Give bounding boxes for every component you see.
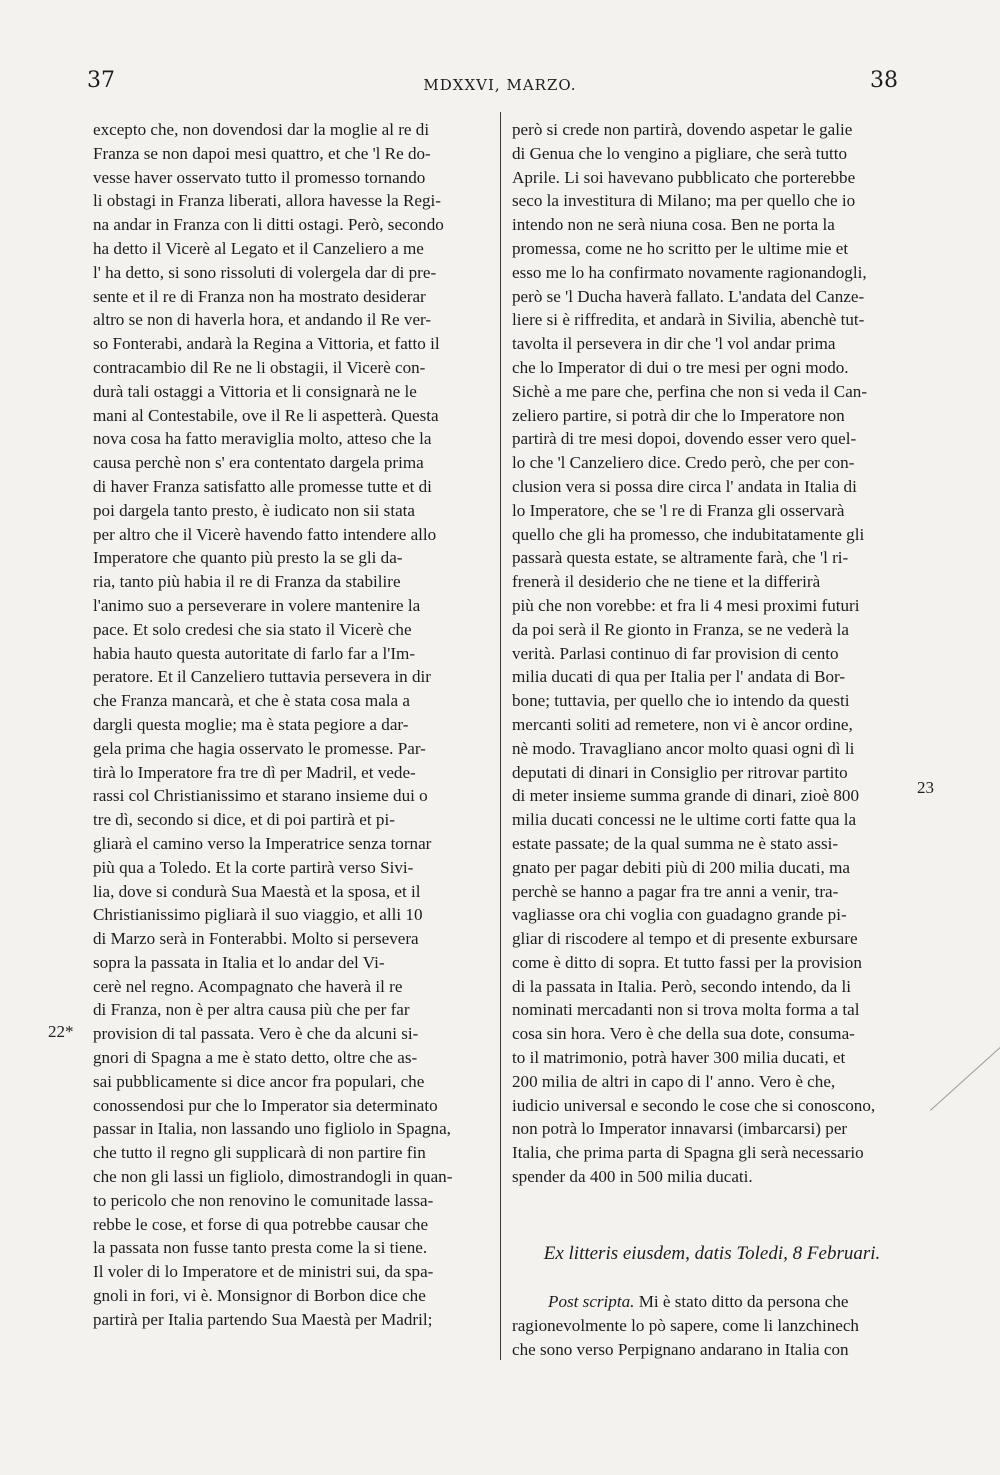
text-line: però si crede non partirà, dovendo aspetar le galie [512, 120, 853, 139]
text-line: 200 milia de altri in capo di l' anno. Vero è che, [512, 1071, 836, 1091]
text-line: mercanti soliti ad remetere, non vi è ancor ordine, [512, 714, 853, 734]
text-line: liere si è riffredita, et andarà in Sivilia, abenchè tut- [512, 310, 865, 330]
text-line: più che non vorebbe: et fra li 4 mesi proximi futuri [512, 595, 860, 615]
text-line: Il voler di lo Imperatore et de ministri sui, da spa- [93, 1262, 434, 1282]
text-line: sopra la passata in Italia et lo andar del Vi- [93, 952, 385, 972]
text-line: na andar in Franza con li ditti ostagi. Però, secondo [93, 215, 444, 235]
text-line: ha detto il Vicerè al Legato et il Canzeliero a me [93, 238, 424, 258]
text-line: durà tali ostaggi a Vittoria et li consignarà ne le [93, 381, 417, 401]
text-line: l' ha detto, si sono rissoluti di volergela dar di pre- [93, 262, 437, 282]
text-line: contracambio dil Re ne li obstagii, il Vicerè con- [93, 357, 426, 377]
text-line: di meter insieme summa grande di dinari, zioè 800 [512, 786, 859, 806]
text-line: zeliero partire, si potrà dir che lo Imperatore non [512, 405, 845, 425]
text-line: lo che 'l Canzeliero dice. Credo però, che per con- [512, 453, 855, 473]
paper-fold-mark [930, 1030, 1000, 1111]
text-line: passarà questa estate, se altramente farà, che 'l ri- [512, 548, 849, 568]
text-line: perchè se hanno a pagar fra tre anni a venir, tra- [512, 881, 839, 901]
text-line: verità. Parlasi continuo di far provision di cento [512, 643, 839, 663]
post-script-line: ragionevolmente lo pò sapere, come li lanzchinech [512, 1315, 859, 1335]
text-line: gnoli in fori, vi è. Monsignor di Borbon dice che [93, 1286, 426, 1306]
text-line: rebbe le cose, et forse di qua potrebbe causar che [93, 1214, 429, 1234]
text-line: passar in Italia, non lassando uno figliolo in Spagna, [93, 1119, 451, 1139]
text-line: cosa sin hora. Vero è che della sua dote, consuma- [512, 1024, 855, 1044]
text-line: di haver Franza satisfatto alle promesse tutte et di [93, 476, 432, 496]
text-line: li obstagi in Franza liberati, allora havesse la Regi- [93, 191, 441, 211]
post-script-first-line-text: Mi è stato ditto da persona che [634, 1292, 849, 1311]
text-line: quello che gli ha promesso, che indubitatamente gli [512, 524, 865, 544]
post-script-first-line [512, 1290, 912, 1314]
text-line: dargli questa moglie; ma è stata pegiore a dar- [93, 714, 409, 734]
text-line: partirà per Italia partendo Sua Maestà per Madril; [93, 1309, 433, 1329]
text-line: Imperatore che quanto più presto la se gli da- [93, 548, 403, 568]
post-script-label: Post scripta. [548, 1292, 635, 1311]
post-script-block [512, 1290, 912, 1361]
text-line: poi dargela tanto presto, è iudicato non sii stata [93, 500, 416, 520]
left-page-number: 37 [87, 68, 115, 93]
text-line: mani al Contestabile, ove il Re li aspetterà. Questa [93, 405, 439, 425]
text-line: di Marzo serà in Fonterabbi. Molto si persevera [93, 929, 419, 949]
text-line: di Genua che lo vengino a pigliare, che serà tutto [512, 143, 848, 163]
text-line: cerè nel regno. Acompagnato che haverà il re [93, 976, 403, 996]
text-line: lia, dove si condurà Sua Maestà et la sposa, et il [93, 881, 421, 901]
text-line: lo Imperatore, che se 'l re di Franza gli osservarà [512, 500, 845, 520]
text-line: clusion vera si possa dire circa l' andata in Italia di [512, 476, 857, 496]
text-line: per altro che il Vicerè havendo fatto intendere allo [93, 524, 437, 544]
text-line: excepto che, non dovendosi dar la moglie al re di [93, 120, 430, 139]
text-line: habia hauto questa autoritate di farlo far a l'Im- [93, 643, 416, 663]
text-line: di la passata in Italia. Però, secondo intendo, da li [512, 976, 851, 996]
text-line: rassi col Christianissimo et starano insieme dui o [93, 786, 428, 806]
text-line: gela prima che hagia osservato le promesse. Par- [93, 738, 426, 758]
text-line: ria, tanto più habia il re di Franza da stabilire [93, 572, 401, 592]
text-line: provision di tal passata. Vero è che da alcuni si- [93, 1024, 419, 1044]
text-line: tavolta il persevera in dir che 'l vol andar prima [512, 334, 836, 354]
text-line: non potrà lo Imperator innavarsi (imbarcarsi) per [512, 1119, 848, 1139]
text-line: milia ducati concessi ne le ultime corti fatte qua la [512, 810, 857, 830]
text-line: iudicio universal e secondo le cose che si conoscono, [512, 1095, 876, 1115]
text-line: tirà lo Imperatore fra tre dì per Madril, et vede- [93, 762, 416, 782]
text-line: che non gli lassi un figliolo, dimostrandogli in quan- [93, 1167, 453, 1187]
text-line: la passata non fusse tanto presta come la si tiene. [93, 1238, 428, 1258]
text-line: come è ditto di sopra. Et tutto fassi per la provision [512, 952, 862, 972]
text-line: to pericolo che non renovino le comunitade lassa- [93, 1190, 434, 1210]
text-line: causa perchè non s' era contentato dargela prima [93, 453, 424, 473]
column-divider [500, 112, 501, 1360]
text-line: di Franza, non è per altra causa più che per far [93, 1000, 410, 1020]
text-line: gnato per pagar debiti più di 200 milia ducati, ma [512, 857, 850, 877]
text-line: bone; tuttavia, per quello che io intendo da questi [512, 691, 850, 711]
text-line: gnori di Spagna a me è stato detto, oltre che as- [93, 1048, 418, 1068]
text-line: milia ducati di qua per Italia per l' andata di Bor- [512, 667, 846, 687]
text-line: Christianissimo pigliarà il suo viaggio, et alli 10 [93, 905, 423, 925]
text-line: promessa, come ne ho scritto per le ultime mie et [512, 238, 849, 258]
right-page-number: 38 [870, 68, 898, 93]
text-line: più qua a Toledo. Et la corte partirà verso Sivi- [93, 857, 414, 877]
text-line: nova cosa ha fatto meraviglia molto, atteso che la [93, 429, 432, 449]
letter-heading: Ex litteris eiusdem, datis Toledi, 8 Februari. [543, 1243, 881, 1264]
text-line: altro se non di haverla hora, et andando il Re ver- [93, 310, 432, 330]
text-line: che tutto il regno gli supplicarà di non partire fin [93, 1143, 426, 1163]
text-line: che lo Imperator di dui o tre mesi per ogni modo. [512, 357, 849, 377]
text-line: sente et il re di Franza non ha mostrato desiderar [93, 286, 426, 306]
text-line: intendo non ne serà niuna cosa. Ben ne porta la [512, 215, 835, 235]
left-text-column [93, 118, 493, 1332]
text-line: nominati mercadanti non si trova molta forma a tal [512, 1000, 860, 1020]
text-line: però se 'l Ducha haverà fallato. L'andata del Canze- [512, 286, 865, 306]
text-line: Italia, che prima parta di Spagna gli serà necessario [512, 1143, 864, 1163]
text-line: tre dì, secondo si dice, et di poi partirà et pi- [93, 810, 395, 830]
text-line: l'animo suo a perseverare in volere mantenire la [93, 595, 421, 615]
text-line: to il matrimonio, potrà haver 300 milia ducati, et [512, 1048, 846, 1068]
text-line: peratore. Et il Canzeliero tuttavia persevera in dir [93, 667, 431, 687]
text-line: Aprile. Li soi havevano pubblicato che porterebbe [512, 167, 856, 187]
running-title: MDXXVI, MARZO. [423, 76, 577, 94]
text-line: spender da 400 in 500 milia ducati. [512, 1167, 753, 1187]
text-line: Sichè a me pare che, perfina che non si veda il Can- [512, 381, 868, 401]
text-line: conossendosi pur che lo Imperator sia determinato [93, 1095, 438, 1115]
text-line: partirà di tre mesi dopoi, dovendo esser vero quel- [512, 429, 857, 449]
text-line: nè modo. Travagliano ancor molto quasi ogni dì li [512, 738, 855, 758]
text-line: da poi serà il Re gionto in Franza, se ne vederà la [512, 619, 850, 639]
text-line: Franza se non dapoi mesi quattro, et che 'l Re do- [93, 143, 431, 163]
post-script-line: che sono verso Perpignano andarano in Italia con [512, 1339, 849, 1359]
text-line: esso me lo ha confirmato novamente ragionandogli, [512, 262, 867, 282]
text-line: gliarà el camino verso la Imperatrice senza tornar [93, 833, 432, 853]
right-margin-note: 23 [917, 778, 934, 797]
text-line: deputati di dinari in Consiglio per ritrovar partito [512, 762, 848, 782]
text-line: vagliasse ora chi voglia con guadagno grande pi- [512, 905, 847, 925]
text-line: sai pubblicamente si dice ancor fra populari, che [93, 1071, 425, 1091]
text-line: vesse haver osservato tutto il promesso tornando [93, 167, 426, 187]
text-line: che Franza mancarà, et che è stata cosa mala a [93, 691, 410, 711]
text-line: gliar di riscodere al tempo et di presente exbursare [512, 929, 858, 949]
text-line: pace. Et solo credesi che sia stato il Vicerè che [93, 619, 412, 639]
text-line: frenerà il desiderio che ne tiene et la differirà [512, 572, 821, 592]
text-line: so Fonterabi, andarà la Regina a Vittoria, et fatto il [93, 334, 440, 354]
text-line: seco la investitura di Milano; ma per quello che io [512, 191, 856, 211]
left-margin-note: 22* [48, 1022, 74, 1041]
right-text-column [512, 118, 912, 1189]
text-line: estate passate; de la qual summa ne è stato assi- [512, 833, 839, 853]
